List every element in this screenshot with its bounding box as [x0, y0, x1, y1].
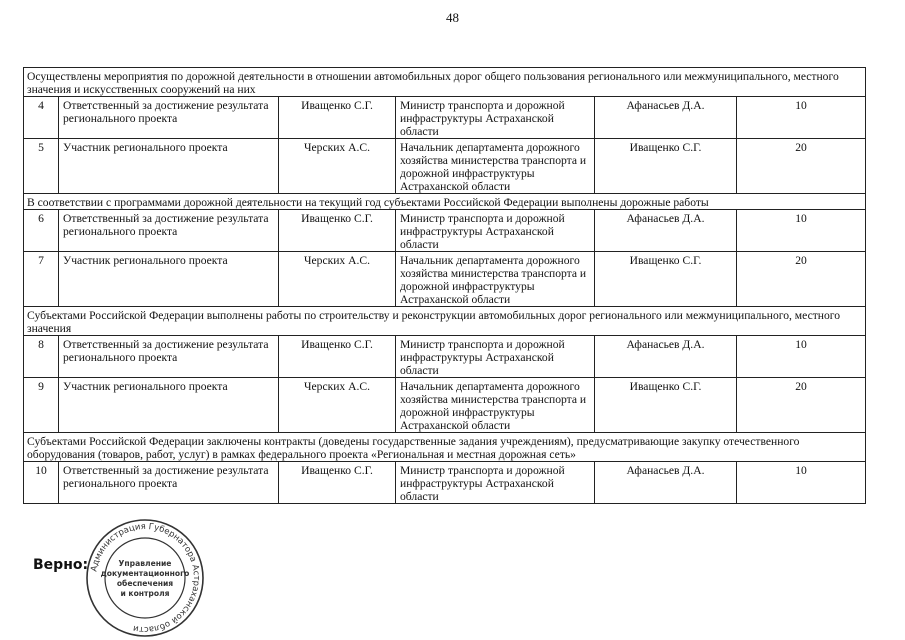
load-cell: 10	[737, 462, 866, 504]
stamp-center-line: Управление	[118, 559, 172, 568]
section-heading: Субъектами Российской Федерации выполнены работы по строительству и реконструкции автомобильных дорог регионального или межмуниципального, местного значения	[24, 307, 866, 336]
load-cell: 20	[737, 139, 866, 194]
section-heading: Осуществлены мероприятия по дорожной деятельности в отношении автомобильных дорог общего пользования регионального или межмуниципального, местного значения и искусственных сооружений на них	[24, 68, 866, 97]
seal-stamp	[83, 516, 207, 640]
person-cell: Черских А.С.	[279, 139, 396, 194]
position-cell: Начальник департамента дорожного хозяйства министерства транспорта и дорожной инфраструктуры Астраханской области	[396, 378, 595, 433]
table-row	[24, 97, 866, 139]
table-row	[24, 139, 866, 194]
stamp-inner-ring	[105, 538, 185, 618]
position-cell: Начальник департамента дорожного хозяйства министерства транспорта и дорожной инфраструктуры Астраханской области	[396, 252, 595, 307]
load-cell: 20	[737, 252, 866, 307]
table-row	[24, 336, 866, 378]
load-cell: 20	[737, 378, 866, 433]
person-cell: Черских А.С.	[279, 378, 396, 433]
person-cell: Иващенко С.Г.	[279, 210, 396, 252]
load-cell: 10	[737, 210, 866, 252]
section-heading: В соответствии с программами дорожной деятельности на текущий год субъектами Российской Федерации выполнены дорожные работы	[24, 194, 866, 210]
stamp-center-line: и контроля	[120, 589, 170, 598]
position-cell: Министр транспорта и дорожной инфраструктуры Астраханской области	[396, 97, 595, 139]
supervisor-cell: Иващенко С.Г.	[595, 252, 737, 307]
role-cell: Участник регионального проекта	[59, 252, 279, 307]
supervisor-cell: Иващенко С.Г.	[595, 139, 737, 194]
table-row	[24, 462, 866, 504]
row-number: 8	[24, 336, 59, 378]
section-heading-row	[24, 194, 866, 210]
person-cell: Иващенко С.Г.	[279, 97, 396, 139]
row-number: 6	[24, 210, 59, 252]
row-number: 7	[24, 252, 59, 307]
position-cell: Министр транспорта и дорожной инфраструктуры Астраханской области	[396, 462, 595, 504]
position-cell: Начальник департамента дорожного хозяйства министерства транспорта и дорожной инфраструктуры Астраханской области	[396, 139, 595, 194]
supervisor-cell: Афанасьев Д.А.	[595, 97, 737, 139]
row-number: 9	[24, 378, 59, 433]
role-cell: Участник регионального проекта	[59, 139, 279, 194]
role-cell: Ответственный за достижение результата регионального проекта	[59, 462, 279, 504]
responsibility-table	[23, 67, 866, 504]
role-cell: Участник регионального проекта	[59, 378, 279, 433]
load-cell: 10	[737, 97, 866, 139]
row-number: 5	[24, 139, 59, 194]
section-heading: Субъектами Российской Федерации заключены контракты (доведены государственные задания учреждениям), предусматривающие закупку отечественного оборудования (товаров, работ, услуг) в рамках федерального проекта «Региональная и местная дорожная сеть»	[24, 433, 866, 462]
section-heading-row	[24, 307, 866, 336]
stamp-ring-text: Администрация Губернатора Астраханской области	[89, 521, 202, 635]
role-cell: Ответственный за достижение результата регионального проекта	[59, 336, 279, 378]
role-cell: Ответственный за достижение результата регионального проекта	[59, 210, 279, 252]
page-number: 48	[446, 10, 459, 25]
position-cell: Министр транспорта и дорожной инфраструктуры Астраханской области	[396, 336, 595, 378]
table-row	[24, 252, 866, 307]
supervisor-cell: Иващенко С.Г.	[595, 378, 737, 433]
row-number: 4	[24, 97, 59, 139]
table-row	[24, 378, 866, 433]
stamp-center-line: документационного	[100, 569, 190, 578]
table-row	[24, 210, 866, 252]
supervisor-cell: Афанасьев Д.А.	[595, 336, 737, 378]
supervisor-cell: Афанасьев Д.А.	[595, 462, 737, 504]
load-cell: 10	[737, 336, 866, 378]
section-heading-row	[24, 433, 866, 462]
person-cell: Черских А.С.	[279, 252, 396, 307]
person-cell: Иващенко С.Г.	[279, 336, 396, 378]
verno-label: Верно:	[33, 557, 89, 573]
position-cell: Министр транспорта и дорожной инфраструктуры Астраханской области	[396, 210, 595, 252]
person-cell: Иващенко С.Г.	[279, 462, 396, 504]
stamp-center-line: обеспечения	[116, 579, 174, 588]
role-cell: Ответственный за достижение результата регионального проекта	[59, 97, 279, 139]
row-number: 10	[24, 462, 59, 504]
supervisor-cell: Афанасьев Д.А.	[595, 210, 737, 252]
section-heading-row	[24, 68, 866, 97]
